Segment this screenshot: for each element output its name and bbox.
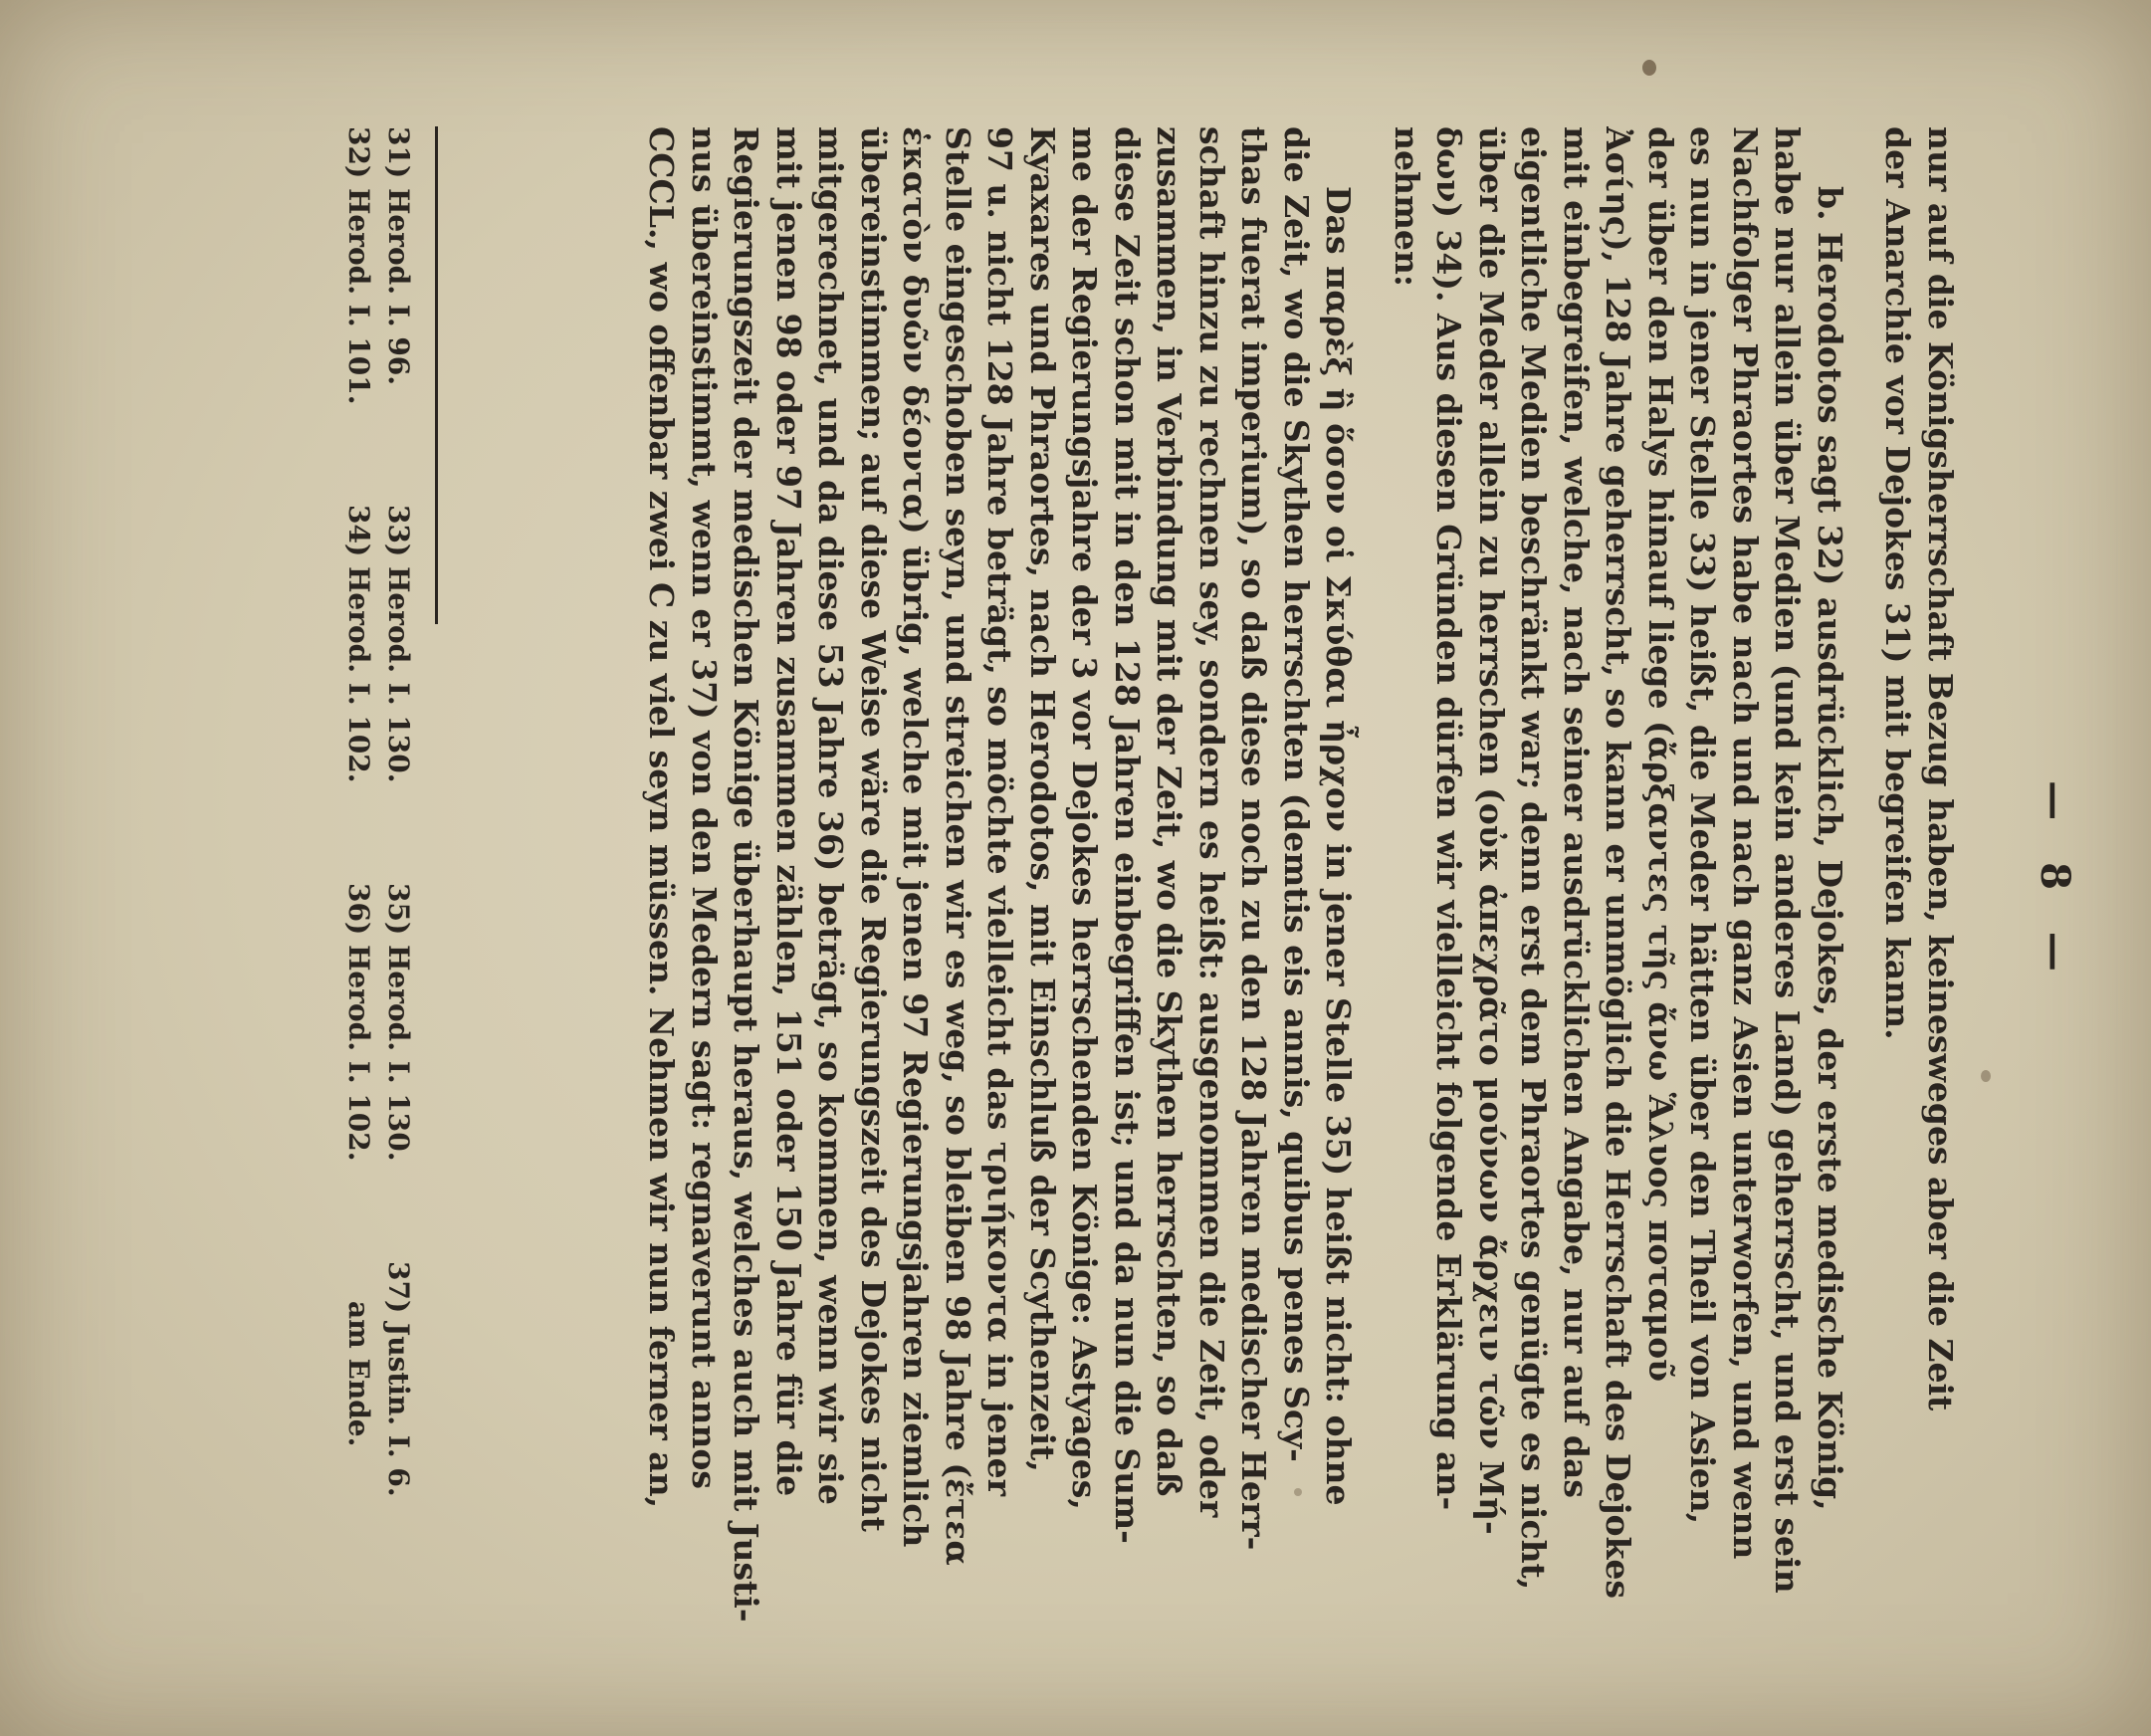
text-line: der über den Halys hinauf liege (ἄρξαντες τῆς ἄνω Ἅλυος ποταμοῦ: [1641, 126, 1680, 1383]
text-line: mitgerechnet, und da diese 53 Jahre 36) beträgt, so kommen, wenn wir sie: [811, 126, 851, 1505]
text-line: Kyaxares und Phraortes, nach Herodotos, mit Einschluß der Scythenzeit,: [1023, 126, 1062, 1472]
text-line: thas fuerat imperium), so daß diese noch zu den 128 Jahren medischer Herr-: [1234, 126, 1274, 1551]
footnotes: [338, 126, 418, 1639]
text-line: Stelle eingeschoben seyn, und streichen wir es weg, so bleiben 98 Jahre (ἔτεα: [939, 126, 977, 1566]
text-line: über die Meder allein zu herrschen (οὐκ ἀπεχρᾶτο μούνων ἄρχειν τῶν Μή-: [1472, 126, 1511, 1535]
footnote: am Ende.: [342, 1301, 375, 1447]
text-line: δων) 34). Aus diesen Gründen dürfen wir vielleicht folgende Erklärung an-: [1429, 126, 1469, 1511]
text-line: der Anarchie vor Dejokes 31) mit begreifen kann.: [1878, 126, 1918, 1040]
text-line: me der Regierungsjahre der 3 vor Dejokes herrschenden Könige: Astyages,: [1065, 126, 1105, 1510]
text-line: nur auf die Königsherrschaft Bezug haben, keinesweges aber die Zeit: [1921, 126, 1960, 1411]
body-text: [640, 126, 1961, 1639]
ink-spot: [1642, 60, 1656, 76]
text-line: übereinstimmen; auf diese Weise wäre die Regierungszeit des Dejokes nicht: [854, 126, 893, 1532]
text-line: mit einbegreifen, welche, nach seiner ausdrücklichen Angabe, nur auf das: [1557, 126, 1596, 1498]
text-line: es nun in jener Stelle 33) heißt, die Meder hätten über den Theil von Asien,: [1683, 126, 1723, 1525]
text-line: Ἀσίης), 128 Jahre geherrscht, so kann er unmöglich die Herrschaft des Dejokes: [1599, 126, 1638, 1599]
text-line: die Zeit, wo die Skythen herrschten (demtis eis annis, quibus penes Scy-: [1277, 126, 1316, 1462]
text-line: habe nur allein über Medien (und kein anderes Land) geherrscht, und erst sein: [1768, 126, 1808, 1594]
footnote-column: [338, 505, 418, 883]
text-line: nus übereinstimmt, wenn er 37) von den Medern sagt: regnaverunt annos: [685, 126, 724, 1489]
footnote: 32) Herod. I. 101.: [342, 126, 375, 405]
footnote: 34) Herod. I. 102.: [342, 505, 375, 783]
footnote-column: [338, 883, 418, 1261]
rotated-page: [159, 107, 2110, 1659]
text-line: eigentliche Medien beschränkt war; denn erst dem Phraortes genügte es nicht,: [1514, 126, 1554, 1591]
text-line: diese Zeit schon mit in den 128 Jahren einbegriffen ist; und da nun die Sum-: [1108, 126, 1147, 1544]
text-line: schaft hinzu zu rechnen sey, sondern es heißt: ausgenommen die Zeit, oder: [1192, 126, 1231, 1518]
footnote-column: [338, 126, 418, 505]
text-line: 97 u. nicht 128 Jahre beträgt, so möchte vielleicht das τριήκοντα in jener: [980, 126, 1020, 1496]
text-line: CCCL., wo offenbar zwei C zu viel seyn müssen. Nehmen wir nun ferner an,: [642, 126, 682, 1509]
footnote: 31) Herod. I. 96.: [382, 126, 415, 386]
footnote: 37) Justin. I. 6.: [382, 1261, 415, 1497]
text-line: Regierungszeit der medischen Könige überhaupt heraus, welches auch mit Justi-: [727, 126, 766, 1623]
footnote-rule: [435, 126, 438, 624]
text-line: Das παρὲξ ἢ ὅσον οἱ Σκύθαι ἦρχον in jener Stelle 35) heißt nicht: ohne: [1319, 186, 1359, 1506]
footnote: 36) Herod. I. 102.: [342, 883, 375, 1162]
paragraph: [1386, 126, 1851, 1639]
page-number: — 8 —: [2032, 780, 2079, 985]
text-line: ἑκατὸν δυῶν δέοντα) übrig, welche mit jenen 97 Regierungsjahren ziemlich: [896, 126, 936, 1548]
footnote-column: [338, 1261, 418, 1639]
footnote: 35) Herod. I. 130.: [382, 883, 415, 1162]
text-line: b. Herodotos sagt 32) ausdrücklich, Dejokes, der erste medische König,: [1811, 186, 1849, 1511]
text-line: Nachfolger Phraortes habe nach und nach ganz Asien unterworfen, und wenn: [1726, 126, 1765, 1560]
text-line: mit jenen 98 oder 97 Jahren zusammen zählen, 151 oder 150 Jahre für die: [769, 126, 808, 1497]
text-line: nehmen:: [1388, 126, 1426, 288]
paragraph: [1876, 126, 1961, 1639]
footnote: 33) Herod. I. 130.: [382, 505, 415, 783]
paragraph: [640, 126, 1360, 1639]
text-line: zusammen, in Verbindung mit der Zeit, wo die Skythen herrschten, so daß: [1150, 126, 1189, 1497]
